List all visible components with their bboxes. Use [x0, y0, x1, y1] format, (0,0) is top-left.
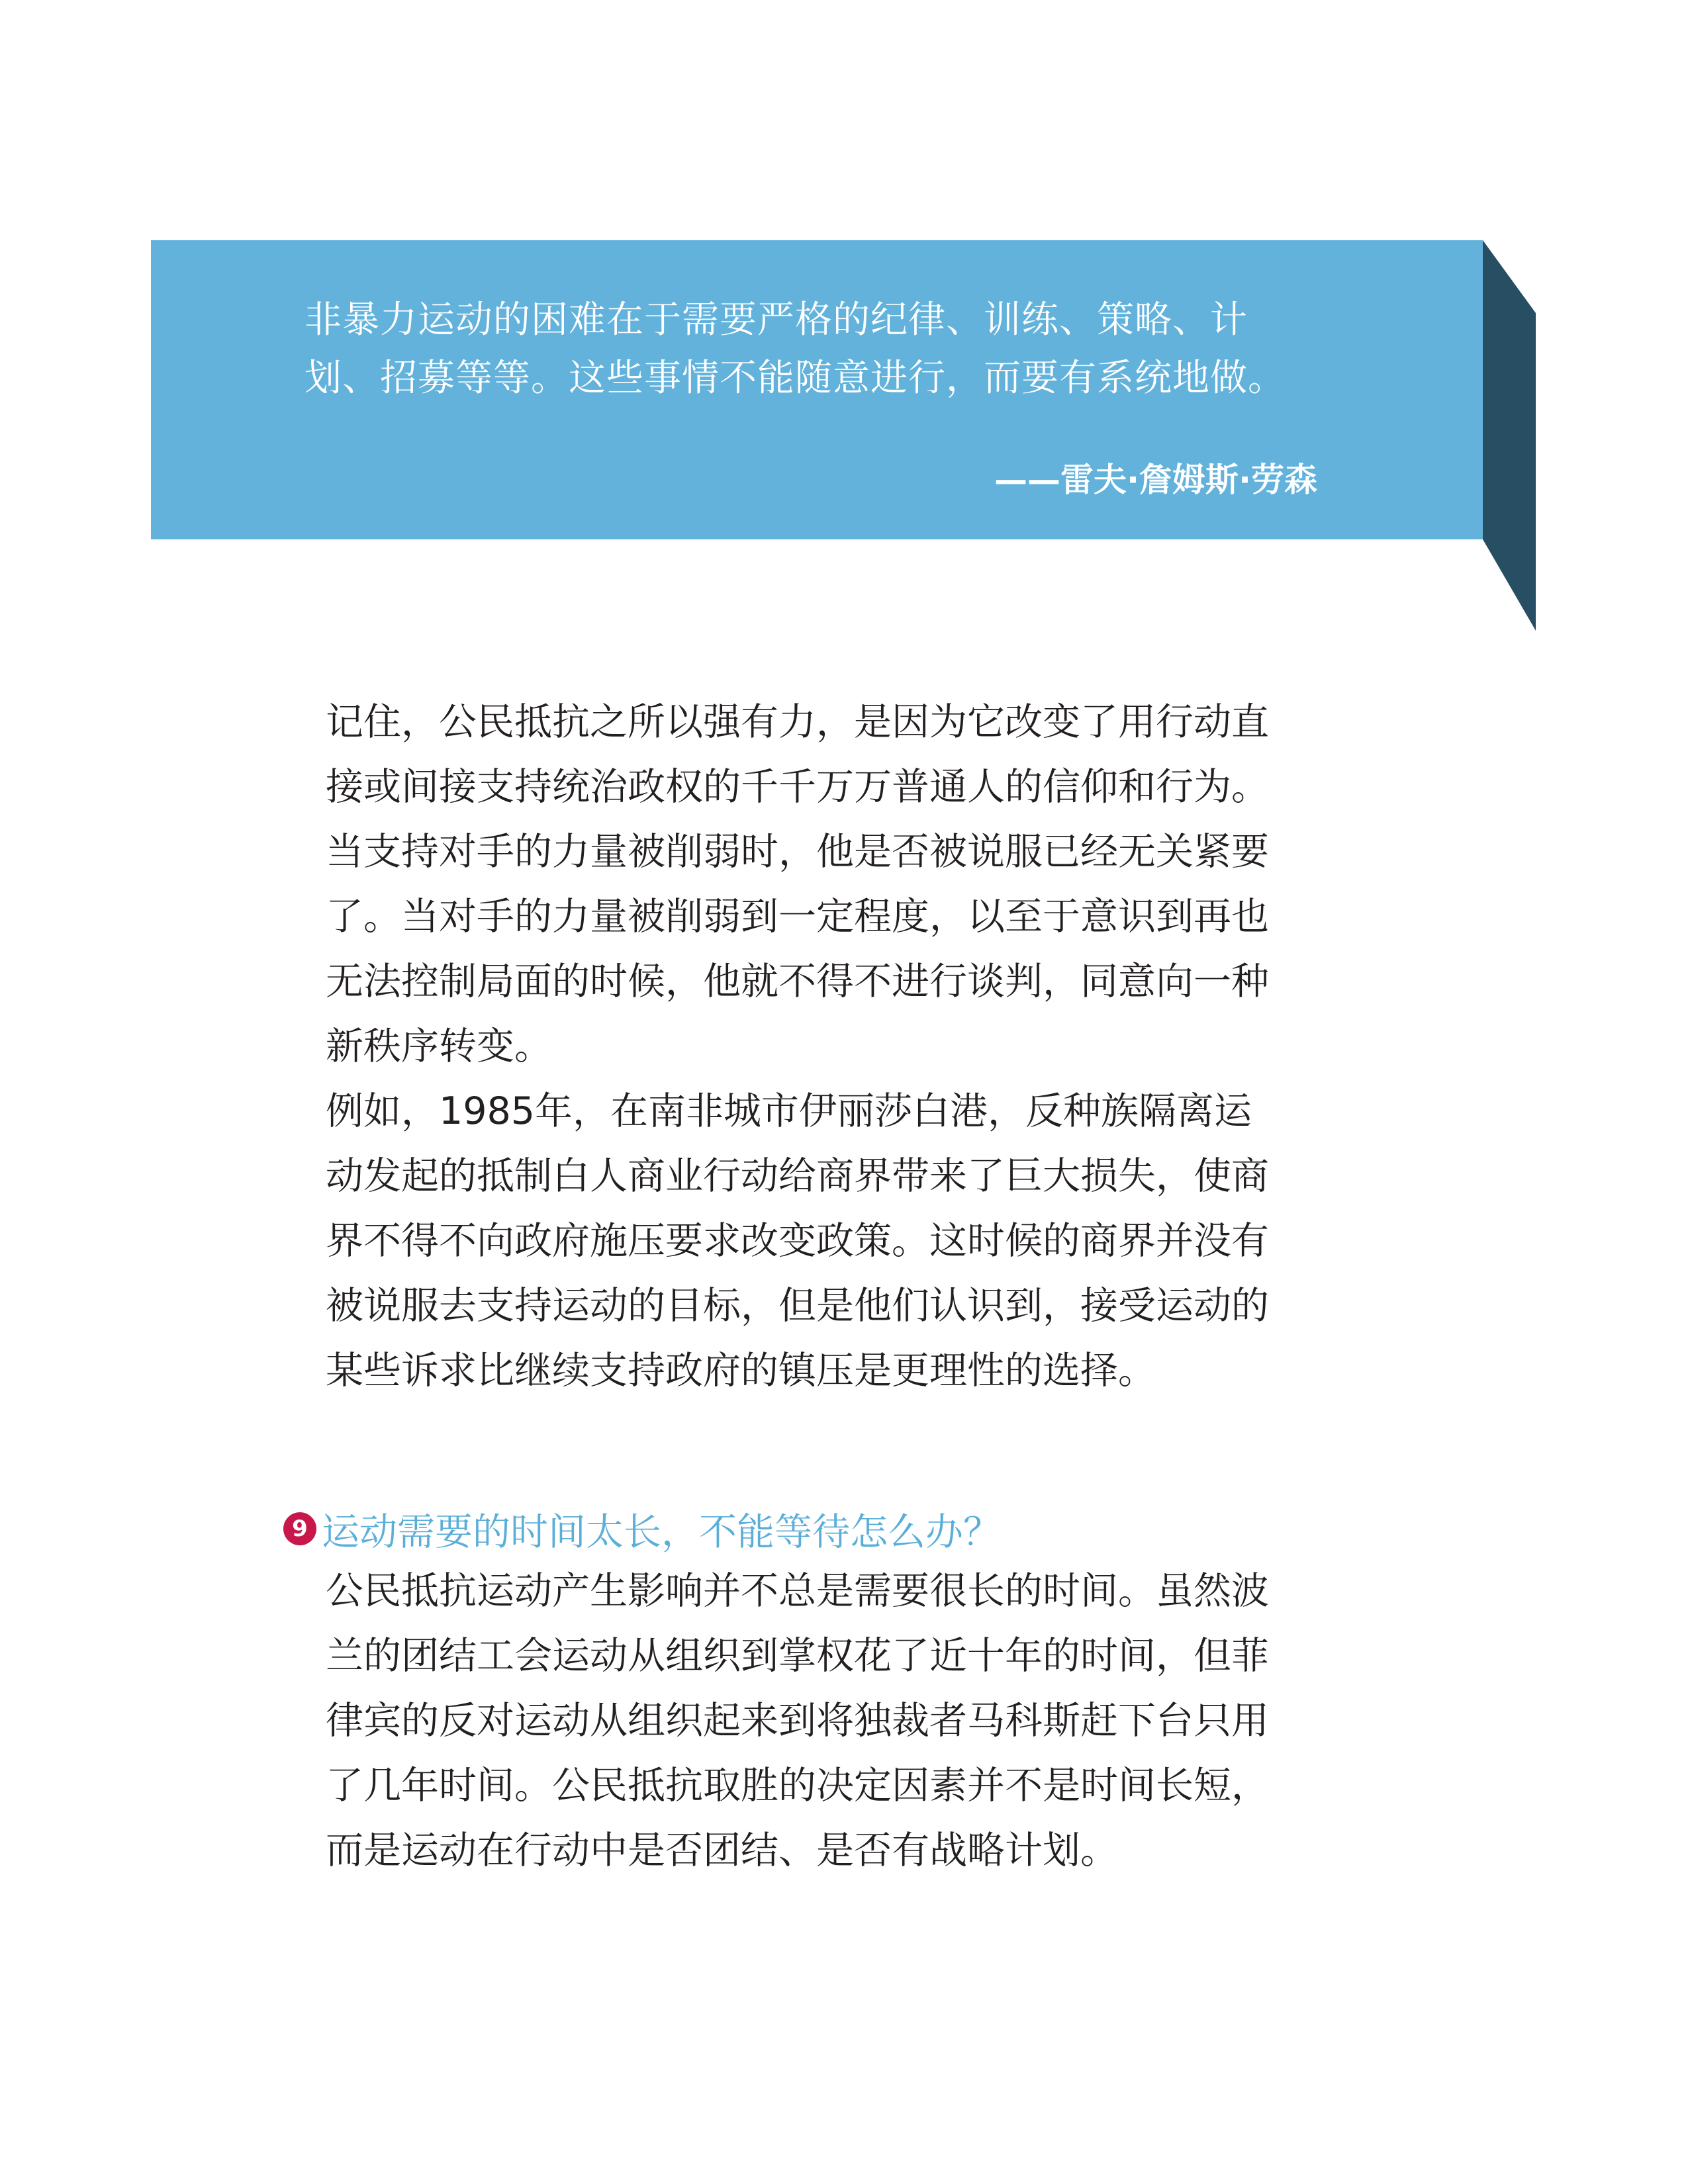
paragraph-line: 而是运动在行动中是否团结、是否有战略计划。 [326, 1829, 1118, 1872]
section-heading [283, 1497, 1001, 1561]
body-paragraph [326, 1079, 1358, 1403]
paragraph-line: 接或间接支持统治政权的千千万万普通人的信仰和行为。 [326, 765, 1269, 809]
paragraph-line: 记住，公民抵抗之所以强有力，是因为它改变了用行动直 [326, 700, 1269, 744]
paragraph-line: 例如，1985年，在南非城市伊丽莎白港，反种族隔离运 [326, 1089, 1252, 1133]
paragraph-line: 被说服去支持运动的目标，但是他们认识到，接受运动的 [326, 1284, 1269, 1328]
paragraph-line: 兰的团结工会运动从组织到掌权花了近十年的时间，但菲 [326, 1634, 1269, 1678]
paragraph-line: 某些诉求比继续支持政府的镇压是更理性的选择。 [326, 1349, 1156, 1392]
section-heading-text: 运动需要的时间太长，不能等待怎么办？ [322, 1510, 1001, 1554]
paragraph-line: 新秩序转变。 [326, 1024, 552, 1068]
banner-fold-shape [1483, 240, 1536, 631]
section-number-badge: 9 [283, 1512, 316, 1545]
quote-attribution: ——雷夫·詹姆斯·劳森 [994, 461, 1317, 499]
quote-line: 非暴力运动的困难在于需要严格的纪律、训练、策略、计 [305, 298, 1248, 341]
paragraph-line: 无法控制局面的时候，他就不得不进行谈判，同意向一种 [326, 960, 1269, 1003]
paragraph-line: 了。当对手的力量被削弱到一定程度，以至于意识到再也 [326, 895, 1269, 938]
quote-line: 划、招募等等。这些事情不能随意进行，而要有系统地做。 [305, 357, 1286, 400]
quote-text [305, 291, 1337, 408]
paragraph-line: 律宾的反对运动从组织起来到将独裁者马科斯赶下台只用 [326, 1699, 1269, 1743]
paragraph-line: 公民抵抗运动产生影响并不总是需要很长的时间。虽然波 [326, 1569, 1269, 1613]
paragraph-line: 动发起的抵制白人商业行动给商界带来了巨大损失，使商 [326, 1154, 1269, 1198]
paragraph-line: 当支持对手的力量被削弱时，他是否被说服已经无关紧要 [326, 830, 1269, 874]
body-paragraph [326, 690, 1358, 1079]
section-body-paragraph [326, 1559, 1358, 1883]
paragraph-line: 了几年时间。公民抵抗取胜的决定因素并不是时间长短， [326, 1764, 1269, 1807]
quote-banner-fold [1483, 240, 1536, 631]
paragraph-line: 界不得不向政府施压要求改变政策。这时候的商界并没有 [326, 1219, 1269, 1263]
